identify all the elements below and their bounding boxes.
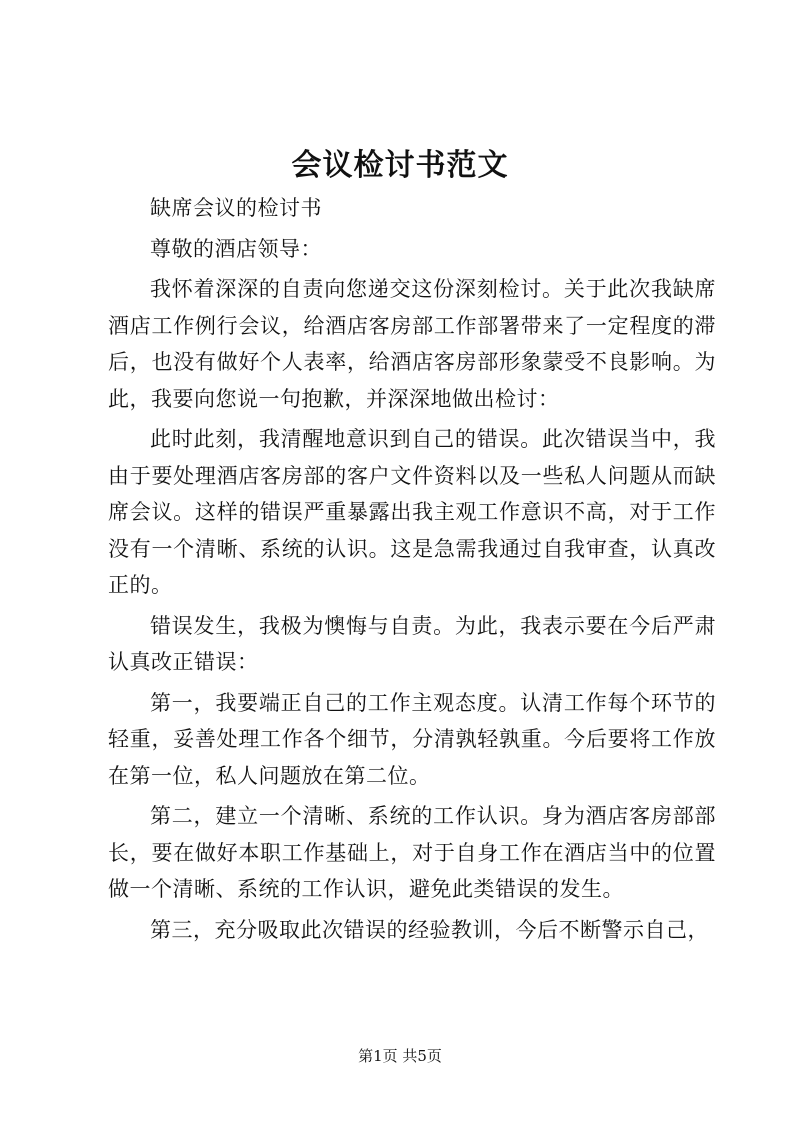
paragraph: 第三，充分吸取此次错误的经验教训，今后不断警示自己， xyxy=(150,917,709,942)
paragraph-salutation: 尊敬的酒店领导： xyxy=(150,236,322,261)
paragraph: 此时此刻，我清醒地意识到自己的错误。此次错误当中，我由于要处理酒店客房部的客户文件资料以及一些私人问题从而缺席会议。这样的错误严重暴露出我主观工作意识不高，对于工作没有一个清晰、系统的认识。这是急需我通过自我审查，认真改正的。 xyxy=(108,427,716,597)
paragraph: 错误发生，我极为懊悔与自责。为此，我表示要在今后严肃认真改正错误： xyxy=(108,613,716,674)
document-body xyxy=(108,190,716,952)
page-title: 会议检讨书范文 xyxy=(291,148,509,183)
paragraph: 第二，建立一个清晰、系统的工作认识。身为酒店客房部部长，要在做好本职工作基础上，对于自身工作在酒店当中的位置做一个清晰、系统的工作认识，避免此类错误的发生。 xyxy=(108,804,716,901)
paragraph: 第一，我要端正自己的工作主观态度。认清工作每个环节的轻重，妥善处理工作各个细节，分清孰轻孰重。今后要将工作放在第一位，私人问题放在第二位。 xyxy=(108,690,716,788)
paragraph: 我怀着深深的自责向您递交这份深刻检讨。关于此次我缺席酒店工作例行会议，给酒店客房部工作部署带来了一定程度的滞后，也没有做好个人表率，给酒店客房部形象蒙受不良影响。为此，我要向您说一句抱歉，并深深地做出检讨： xyxy=(108,277,716,411)
paragraph-subtitle: 缺席会议的检讨书 xyxy=(150,196,322,220)
page-footer: 第1页 共5页 xyxy=(358,1047,442,1065)
